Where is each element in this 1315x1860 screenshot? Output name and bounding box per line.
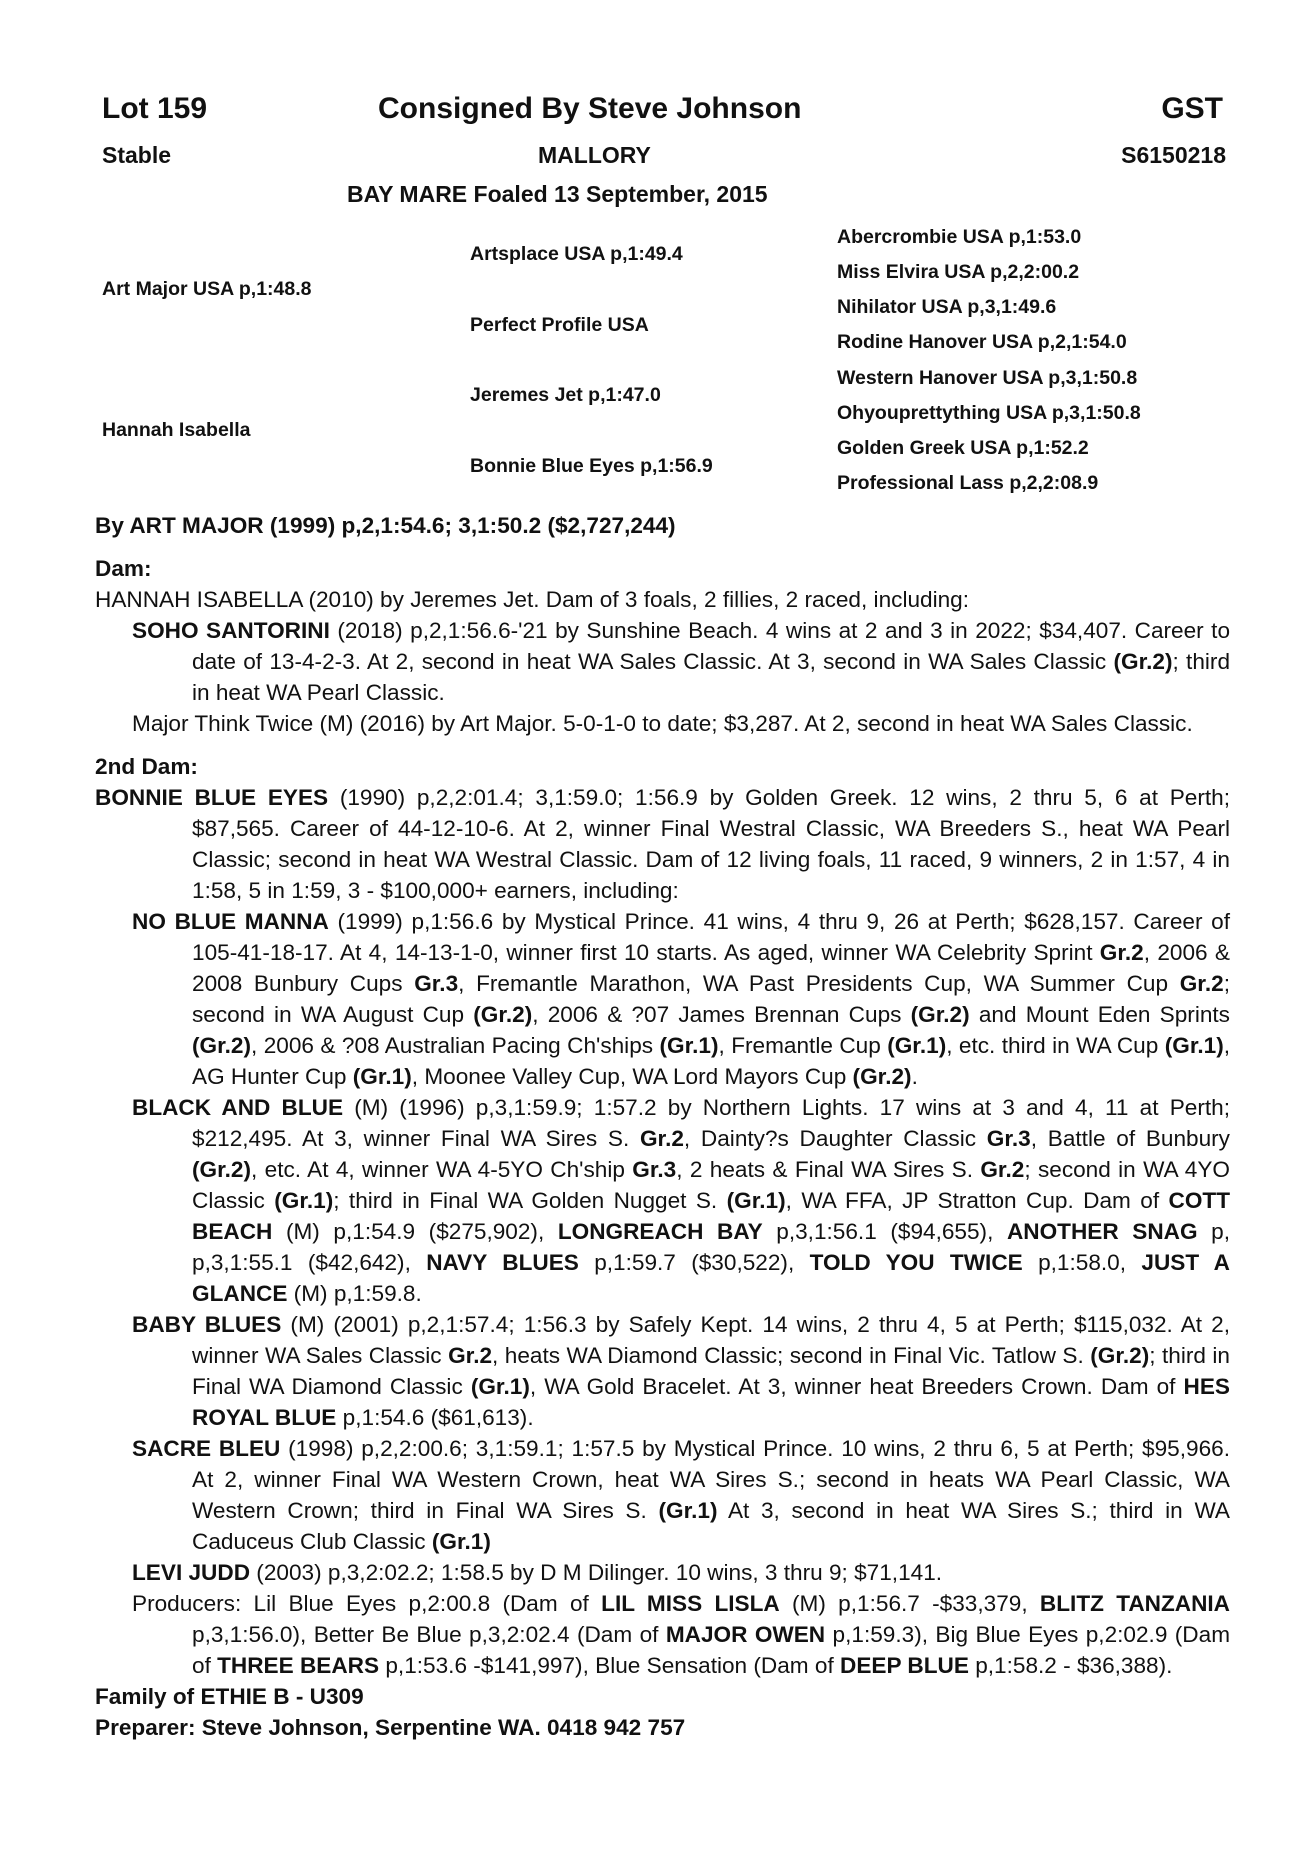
pedigree-gen2: Jeremes Jet p,1:47.0 — [470, 384, 661, 406]
pedigree-gen3: Ohyouprettything USA p,3,1:50.8 — [837, 402, 1141, 424]
pedigree-gen3: Rodine Hanover USA p,2,1:54.0 — [837, 331, 1127, 353]
pedigree-gen3: Abercrombie USA p,1:53.0 — [837, 226, 1082, 248]
progeny-name: BABY BLUES — [132, 1312, 282, 1337]
progeny-entry: SOHO SANTORINI (2018) p,2,1:56.6-'21 by Sunshine Beach. 4 wins at 2 and 3 in 2022; $34,407. Career to date of 13-4-2-3. At 2, second in heat WA Sales Classic. At 3, second in WA Sales Classic (Gr.2); third in heat WA Pearl Classic. — [132, 618, 1231, 705]
progeny-name: SACRE BLEU — [132, 1436, 281, 1461]
lot-number: Lot 159 — [102, 92, 208, 125]
progeny-entry: BABY BLUES (M) (2001) p,2,1:57.4; 1:56.3 by Safely Kept. 14 wins, 2 thru 4, 5 at Perth; $115,032. At 2, winner WA Sales Classic Gr.2, heats WA Diamond Classic; second in Final Vic. Tatlow S. (Gr.2); third in Final WA Diamond Classic (Gr.1), WA Gold Bracelet. At 3, winner heat Breeders Crown. Dam of HES ROYAL BLUE p,1:54.6 ($61,613). — [132, 1312, 1231, 1430]
progeny-entry: BLACK AND BLUE (M) (1996) p,3,1:59.9; 1:57.2 by Northern Lights. 17 wins at 3 and 4, 11 at Perth; $212,495. At 3, winner Final WA Sires S. Gr.2, Dainty?s Daughter Classic Gr.3, Battle of Bunbury (Gr.2), etc. At 4, winner WA 4-5YO Ch'ship Gr.3, 2 heats & Final WA Sires S. Gr.2; second in WA 4YO Classic (Gr.1); third in Final WA Golden Nugget S. (Gr.1), WA FFA, JP Stratton Cup. Dam of COTT BEACH (M) p,1:54.9 ($275,902), LONGREACH BAY p,3,1:56.1 ($94,655), ANOTHER SNAG p, p,3,1:55.1 ($42,642), NAVY BLUES p,1:59.7 ($30,522), TOLD YOU TWICE p,1:58.0, JUST A GLANCE (M) p,1:59.8. — [132, 1095, 1231, 1306]
pedigree-gen2: Perfect Profile USA — [470, 314, 649, 336]
pedigree-gen3: Miss Elvira USA p,2,2:00.2 — [837, 261, 1080, 283]
second-dam-name: BONNIE BLUE EYES — [95, 785, 329, 810]
pedigree-dam: Hannah Isabella — [102, 419, 251, 441]
preparer-line: Preparer: Steve Johnson, Serpentine WA. 0418 942 757 — [95, 1715, 686, 1740]
producers-entry: Producers: Lil Blue Eyes p,2:00.8 (Dam of LIL MISS LISLA (M) p,1:56.7 -$33,379, BLITZ TANZANIA p,3,1:56.0), Better Be Blue p,3,2:02.4 (Dam of MAJOR OWEN p,1:59.3), Big Blue Eyes p,2:02.9 (Dam of THREE BEARS p,1:53.6 -$141,997), Blue Sensation (Dam of DEEP BLUE p,1:58.2 - $36,388). — [132, 1591, 1231, 1678]
progeny-name: BLACK AND BLUE — [132, 1095, 344, 1120]
family-line: Family of ETHIE B - U309 — [95, 1684, 364, 1709]
progeny-entry: SACRE BLEU (1998) p,2,2:00.6; 3,1:59.1; 1:57.5 by Mystical Prince. 10 wins, 2 thru 6, 5 at Perth; $95,966. At 2, winner Final WA Western Crown, heat WA Sires S.; second in heats WA Pearl Classic, WA Western Crown; third in Final WA Sires S. (Gr.1) At 3, second in heat WA Sires S.; third in WA Caduceus Club Classic (Gr.1) — [132, 1436, 1230, 1554]
dam-summary: HANNAH ISABELLA (2010) by Jeremes Jet. Dam of 3 foals, 2 fillies, 2 raced, including: — [95, 587, 970, 612]
second-dam-entry: BONNIE BLUE EYES (1990) p,2,2:01.4; 3,1:59.0; 1:56.9 by Golden Greek. 12 wins, 2 thru 5, 6 at Perth; $87,565. Career of 44-12-10-6. At 2, winner Final Westral Classic, WA Breeders S., heat WA Pearl Classic; second in heat WA Westral Classic. Dam of 12 living foals, 11 raced, 9 winners, 2 in 1:57, 4 in 1:58, 5 in 1:59, 3 - $100,000+ earners, including: — [95, 785, 1230, 903]
horse-description: BAY MARE Foaled 13 September, 2015 — [347, 181, 768, 207]
sale-code: GST — [1161, 92, 1223, 125]
catalogue-body — [95, 510, 1230, 1743]
stable-label: Stable — [102, 142, 172, 168]
pedigree-gen2: Artsplace USA p,1:49.4 — [470, 243, 683, 265]
pedigree-sire: Art Major USA p,1:48.8 — [102, 278, 312, 300]
progeny-name: NO BLUE MANNA — [132, 909, 329, 934]
pedigree-gen3: Professional Lass p,2,2:08.9 — [837, 472, 1099, 494]
pedigree-gen3: Golden Greek USA p,1:52.2 — [837, 437, 1089, 459]
progeny-name: LEVI JUDD — [132, 1560, 251, 1585]
progeny-entry: LEVI JUDD (2003) p,3,2:02.2; 1:58.5 by D M Dilinger. 10 wins, 3 thru 9; $71,141. — [132, 1560, 943, 1585]
pedigree-gen3: Western Hanover USA p,3,1:50.8 — [837, 367, 1138, 389]
horse-name: MALLORY — [538, 142, 651, 168]
dam-heading: Dam: — [95, 556, 152, 581]
progeny-entry: Major Think Twice (M) (2016) by Art Major. 5-0-1-0 to date; $3,287. At 2, second in heat WA Sales Classic. — [132, 711, 1193, 736]
sire-line: By ART MAJOR (1999) p,2,1:54.6; 3,1:50.2 ($2,727,244) — [95, 513, 676, 538]
pedigree-gen3: Nihilator USA p,3,1:49.6 — [837, 296, 1057, 318]
second-dam-heading: 2nd Dam: — [95, 754, 198, 779]
pedigree-gen2: Bonnie Blue Eyes p,1:56.9 — [470, 455, 713, 477]
progeny-name: SOHO SANTORINI — [132, 618, 330, 643]
progeny-entry: NO BLUE MANNA (1999) p,1:56.6 by Mystical Prince. 41 wins, 4 thru 9, 26 at Perth; $628,157. Career of 105-41-18-17. At 4, 14-13-1-0, winner first 10 starts. As aged, winner WA Celebrity Sprint Gr.2, 2006 & 2008 Bunbury Cups Gr.3, Fremantle Marathon, WA Past Presidents Cup, WA Summer Cup Gr.2; second in WA August Cup (Gr.2), 2006 & ?07 James Brennan Cups (Gr.2) and Mount Eden Sprints (Gr.2), 2006 & ?08 Australian Pacing Ch'ships (Gr.1), Fremantle Cup (Gr.1), etc. third in WA Cup (Gr.1), AG Hunter Cup (Gr.1), Moonee Valley Cup, WA Lord Mayors Cup (Gr.2). — [132, 909, 1231, 1089]
horse-id: S6150218 — [1121, 142, 1226, 168]
consignor: Consigned By Steve Johnson — [378, 92, 802, 125]
